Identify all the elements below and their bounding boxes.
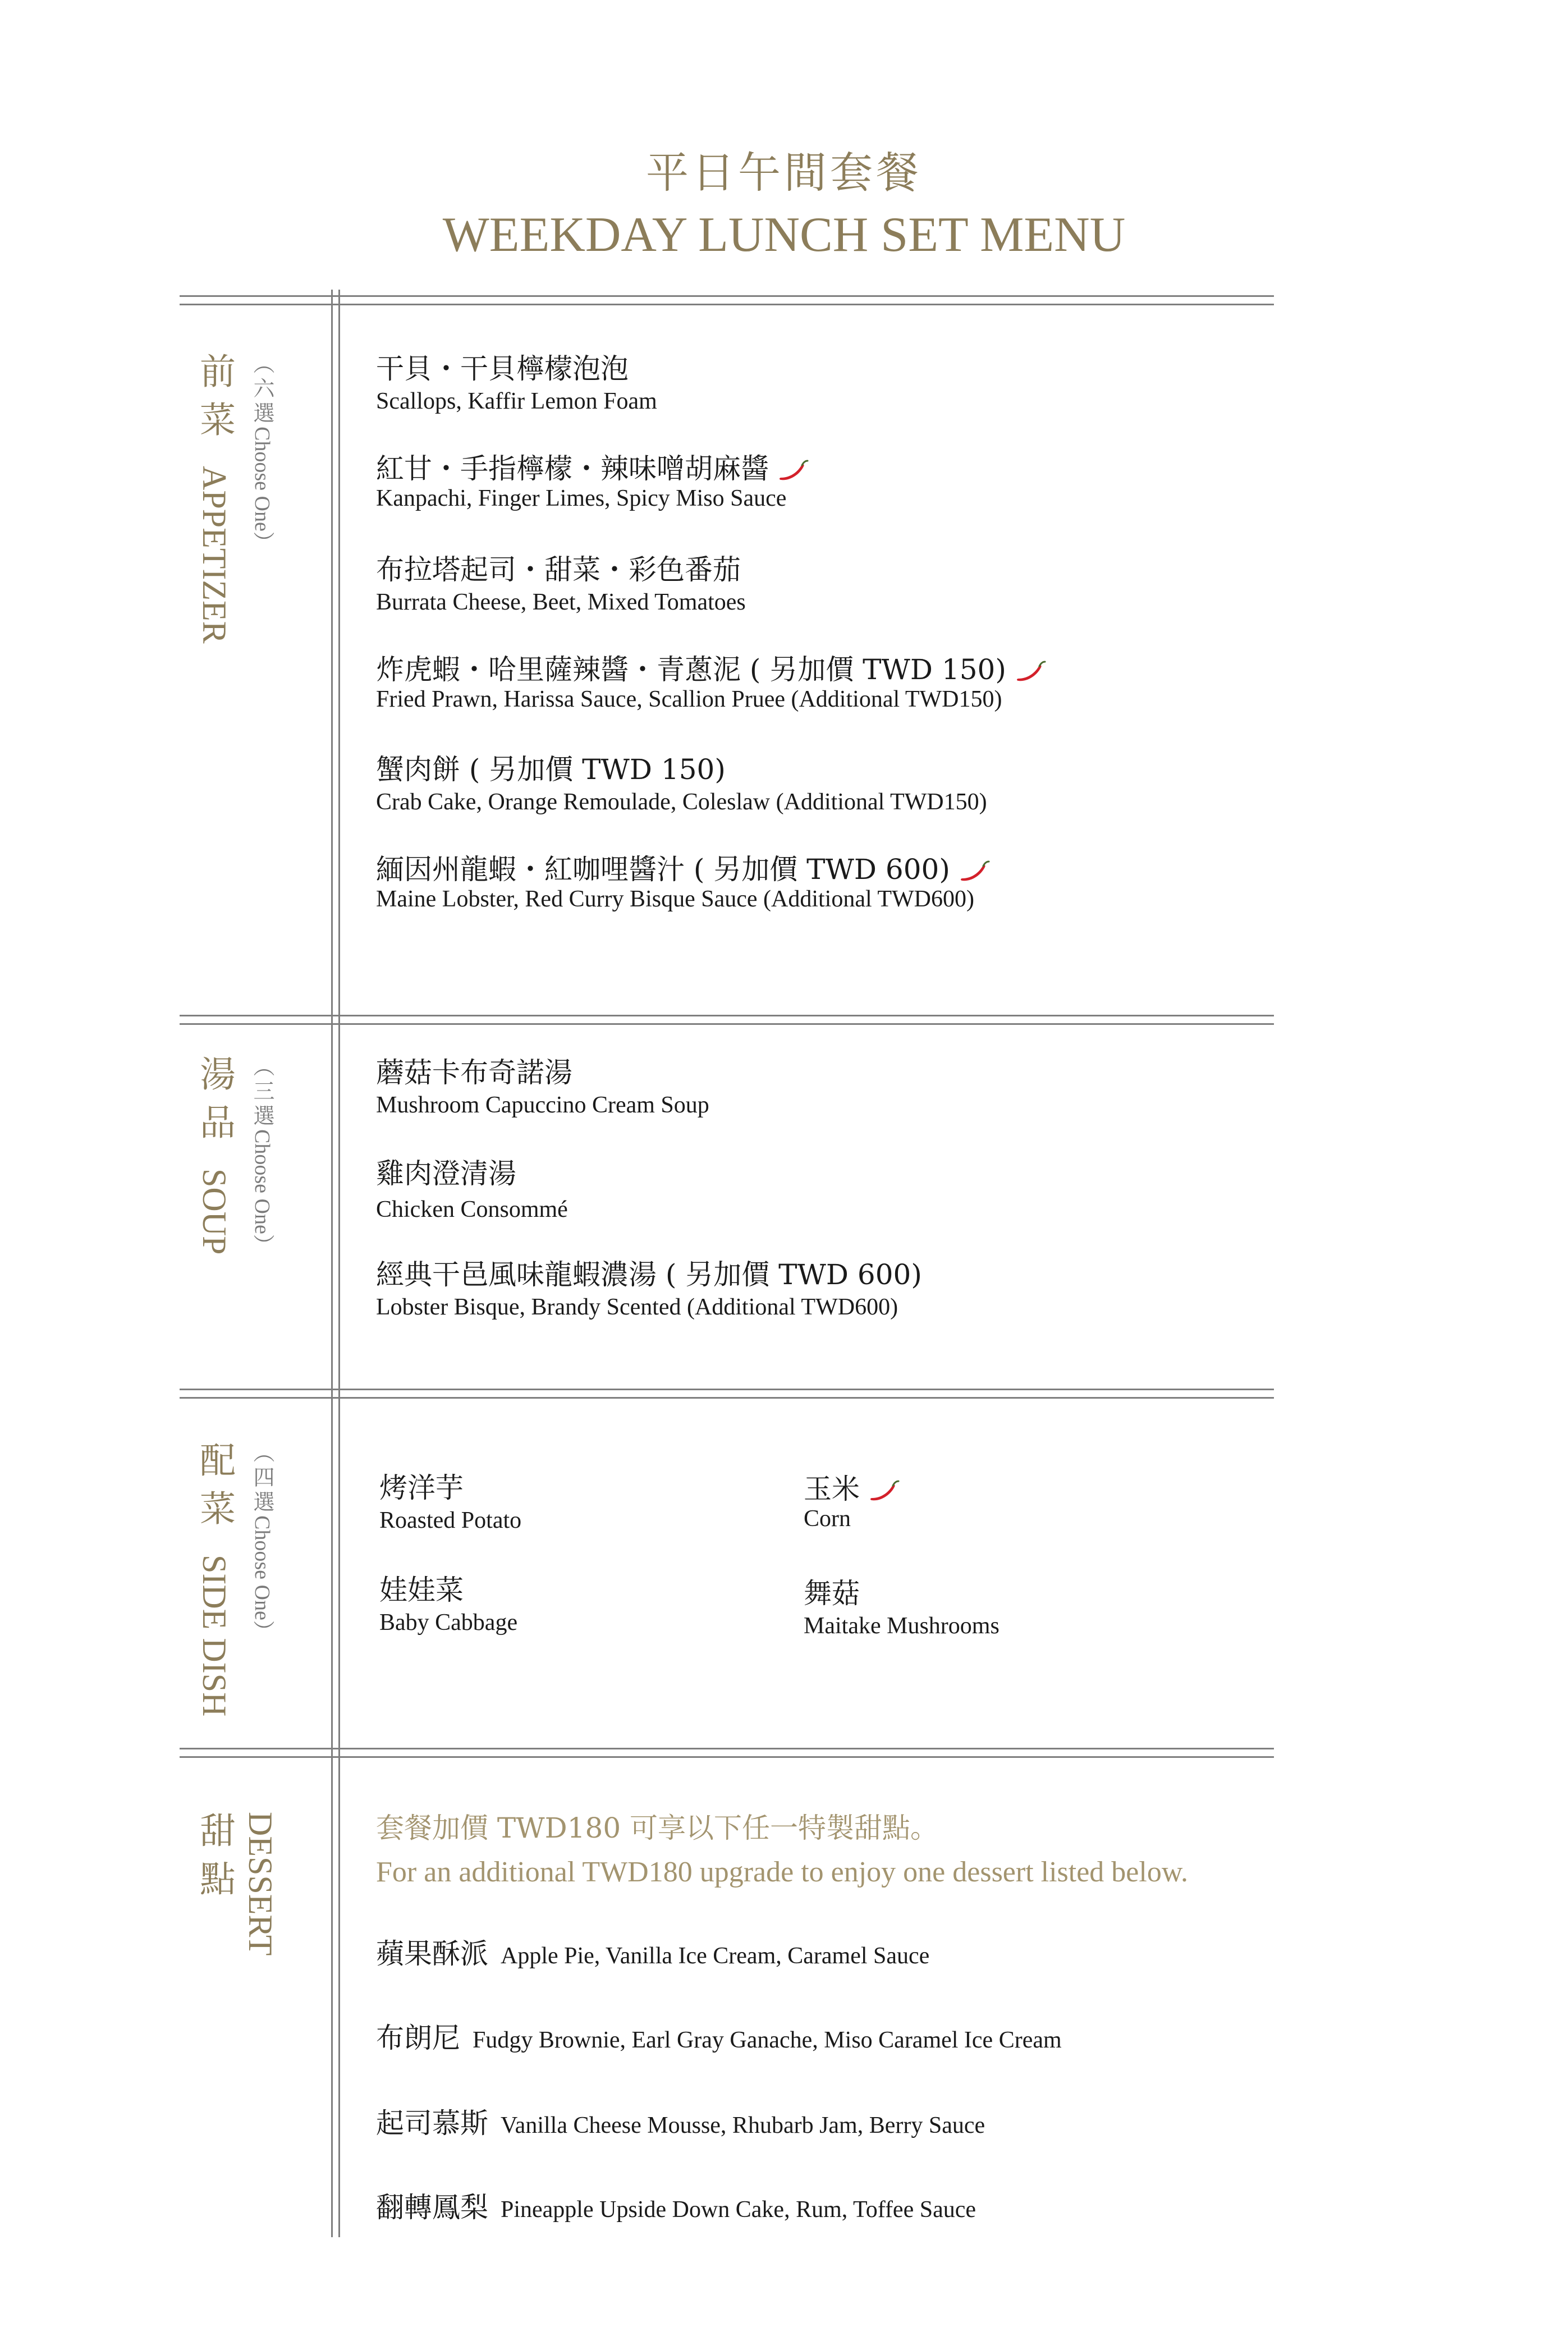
side-item [804,1579,1000,1638]
soup-choice [251,1055,273,1256]
vertical-divider [331,290,340,2237]
item-name-en: Corn [804,1506,851,1532]
divider-top [180,295,1274,305]
item-name-en: Maitake Mushrooms [804,1613,1000,1639]
item-name-zh: 干貝・干貝檸檬泡泡 [376,352,629,385]
appetizer-choice-en: Choose One [250,427,274,532]
item-name-zh: 蘑菇卡布奇諾湯 [376,1056,572,1089]
chili-icon [869,1479,900,1504]
appetizer-item [376,653,1047,712]
appetizer-item [376,352,657,414]
appetizer-label-zh: 前菜 [194,352,235,449]
appetizer-item [376,855,991,911]
item-name-zh-text: 緬因州龍蝦・紅咖哩醬汁 ( 另加價 TWD 600) [376,853,950,886]
item-name-zh: 蟹肉餅 ( 另加價 TWD 150) [376,753,726,786]
item-name-zh: 舞菇 [804,1577,860,1610]
item-name-en: Lobster Bisque, Brandy Scented (Additional TWD600) [376,1294,898,1320]
item-name-en: Chicken Consommé [376,1197,568,1222]
appetizer-item [376,755,987,814]
item-name-zh-text: 紅甘・手指檸檬・辣味噌胡麻醬 [376,452,769,485]
side-choice-close: ） [250,1620,274,1642]
item-name-zh: 經典干邑風味龍蝦濃湯 ( 另加價 TWD 600) [376,1258,922,1291]
soup-item [376,1056,709,1118]
item-name-zh [376,855,991,884]
chili-icon [1015,659,1047,684]
side-item [379,1576,517,1634]
item-name-zh: 烤洋芋 [379,1472,464,1504]
appetizer-item [376,452,809,511]
appetizer-choice-zh: （六選 [250,352,274,427]
dessert-note-zh: 套餐加價 TWD180 可享以下任一特製甜點。 [376,1812,939,1844]
item-name-en: Crab Cake, Orange Remoulade, Coleslaw (Additional TWD150) [376,789,987,815]
appetizer-choice-close: ） [250,531,274,553]
divider-soup [180,1015,1274,1025]
item-name-zh-text: 炸虎蝦・哈里薩辣醬・青蔥泥 ( 另加價 TWD 150) [376,653,1006,686]
side-item [804,1475,900,1531]
item-name-en: Fried Prawn, Harissa Sauce, Scallion Pruee (Additional TWD150) [376,686,1002,712]
item-name-en: Burrata Cheese, Beet, Mixed Tomatoes [376,589,746,615]
side-label-zh: 配菜 [194,1441,235,1538]
item-name-zh [376,452,809,485]
divider-side [180,1389,1274,1399]
side-label-en: SIDE DISH [196,1555,233,1717]
item-name-zh [376,653,1047,686]
item-name-en: Roasted Potato [379,1508,522,1533]
item-name-zh: 雞肉澄清湯 [376,1157,516,1190]
dessert-label-en-col [242,1812,278,1955]
appetizer-label-en: APPETIZER [196,466,233,644]
dessert-name-zh: 起司慕斯 [376,2107,488,2140]
soup-item [376,1157,568,1222]
dessert-label-zh: 甜點 [194,1812,235,1908]
item-name-en: Mushroom Capuccino Cream Soup [376,1092,709,1118]
item-name-zh [804,1475,900,1504]
side-choice [251,1441,273,1642]
chili-icon [778,459,809,483]
item-name-zh-text: 玉米 [804,1473,860,1505]
dessert-name-en: Pineapple Upside Down Cake, Rum, Toffee Sauce [501,2197,976,2223]
item-name-en: Scallops, Kaffir Lemon Foam [376,388,657,414]
item-name-en: Baby Cabbage [379,1610,518,1636]
side-choice-en: Choose One [250,1515,274,1620]
appetizer-label [194,352,235,644]
soup-choice-zh: （三選 [250,1055,274,1129]
soup-label-en: SOUP [196,1169,233,1255]
dessert-item [376,2024,1062,2052]
appetizer-choice [251,352,273,553]
dessert-label-zh-col [194,1812,235,1908]
dessert-name-zh: 蘋果酥派 [376,1937,488,1970]
item-name-zh: 布拉塔起司・甜菜・彩色番茄 [376,553,741,586]
dessert-name-zh: 布朗尼 [376,2022,460,2054]
dessert-item [376,2191,976,2224]
dessert-item [376,1937,930,1970]
soup-choice-close: ） [250,1234,274,1256]
item-name-en: Kanpachi, Finger Limes, Spicy Miso Sauce [376,485,787,511]
dessert-name-en: Fudgy Brownie, Earl Gray Ganache, Miso Caramel Ice Cream [473,2027,1062,2053]
dessert-name-en: Vanilla Cheese Mousse, Rhubarb Jam, Berry Sauce [501,2113,985,2138]
soup-item [376,1258,922,1320]
divider-dessert [180,1748,1274,1758]
item-name-zh: 娃娃菜 [379,1574,464,1606]
appetizer-item [376,553,746,615]
soup-choice-en: Choose One [250,1129,274,1234]
menu-title-zh: 平日午間套餐 [646,148,922,198]
menu-title-en: WEEKDAY LUNCH SET MENU [442,208,1126,262]
side-item [379,1474,521,1532]
dessert-name-en: Apple Pie, Vanilla Ice Cream, Caramel Sauce [501,1943,930,1969]
item-name-en: Maine Lobster, Red Curry Bisque Sauce (Additional TWD600) [376,886,974,912]
dessert-name-zh: 翻轉鳳梨 [376,2191,488,2224]
chili-icon [959,859,991,884]
side-choice-zh: （四選 [250,1441,274,1515]
soup-label [194,1055,235,1255]
dessert-label-en: DESSERT [242,1812,279,1956]
side-label [194,1441,235,1717]
dessert-note-en: For an additional TWD180 upgrade to enjoy one dessert listed below. [376,1856,1189,1888]
soup-label-zh: 湯品 [194,1055,235,1152]
dessert-item [376,2107,985,2140]
